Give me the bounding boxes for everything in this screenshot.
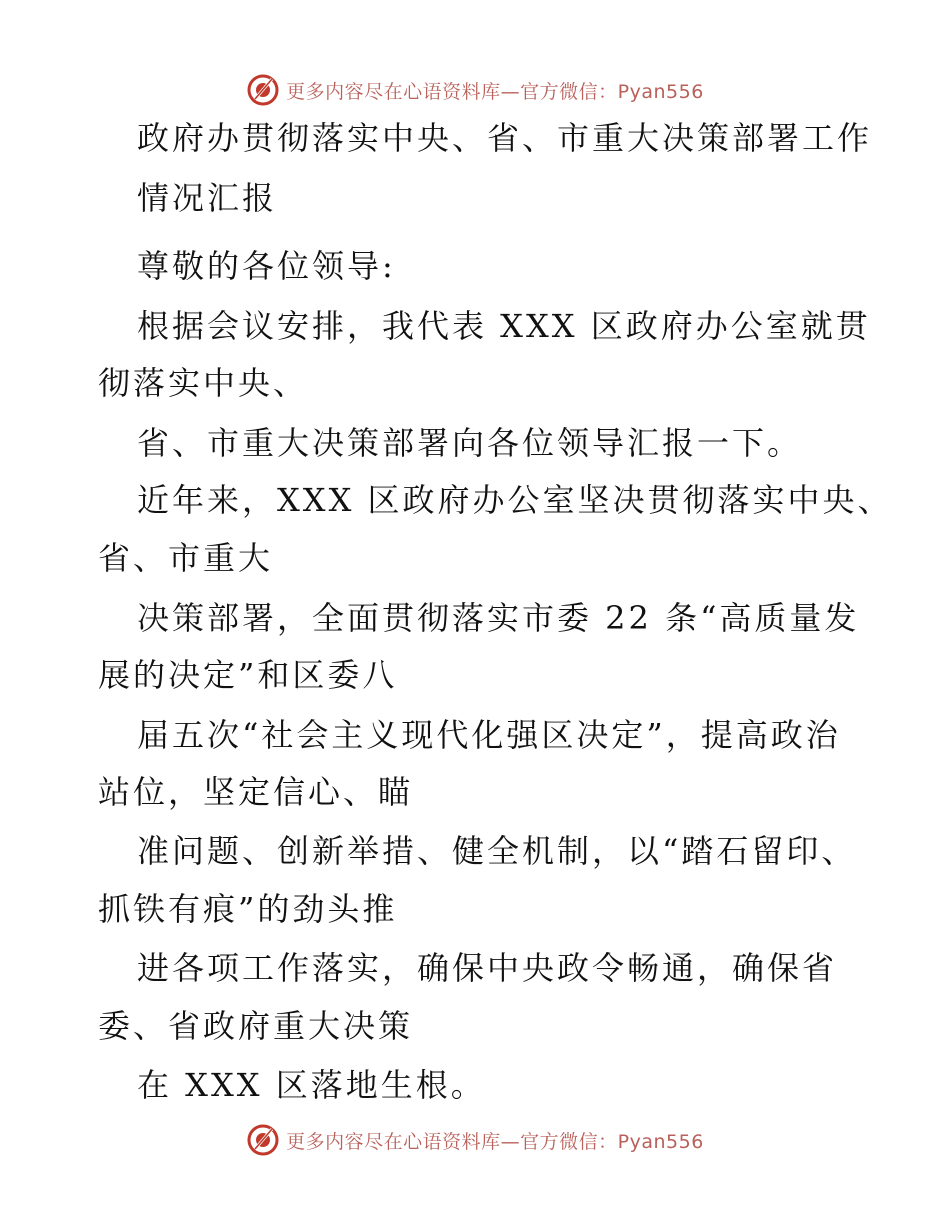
salutation: 尊敬的各位领导: [137, 247, 396, 285]
document-title-line-2: 情况汇报 [137, 179, 278, 217]
paragraph-line: 省、市重大决策部署向各位领导汇报一下。 [137, 424, 803, 462]
paragraph-line: 进各项工作落实，确保中央政令畅通，确保省 [137, 949, 838, 987]
paragraph-line: 站位，坚定信心、瞄 [98, 773, 414, 811]
banner-text: 更多内容尽在心语资料库—官方微信：Pyan556 [286, 80, 704, 103]
paragraph-line: 展的决定”和区委八 [98, 656, 398, 694]
paragraph-line: 根据会议安排，我代表 XXX 区政府办公室就贯 [137, 307, 871, 345]
paragraph-line: 抓铁有痕”的劲头推 [98, 890, 398, 928]
paragraph-line: 在 XXX 区落地生根。 [137, 1066, 486, 1104]
logo-icon [246, 73, 280, 107]
footer-banner [0, 1120, 950, 1160]
paragraph-line: 近年来，XXX 区政府办公室坚决贯彻落实中央、 [137, 481, 893, 519]
logo-icon [246, 1123, 280, 1157]
paragraph-line: 彻落实中央、 [98, 364, 309, 402]
document-title-line-1: 政府办贯彻落实中央、省、市重大决策部署工作 [137, 119, 873, 157]
paragraph-line: 委、省政府重大决策 [98, 1007, 414, 1045]
paragraph-line: 届五次“社会主义现代化强区决定”，提高政治 [137, 716, 841, 754]
paragraph-line: 省、市重大 [98, 539, 274, 577]
paragraph-line: 决策部署，全面贯彻落实市委 22 条“高质量发 [137, 599, 860, 637]
banner-text: 更多内容尽在心语资料库—官方微信：Pyan556 [286, 1130, 704, 1153]
header-banner [0, 70, 950, 110]
paragraph-line: 准问题、创新举措、健全机制，以“踏石留印、 [137, 832, 857, 870]
